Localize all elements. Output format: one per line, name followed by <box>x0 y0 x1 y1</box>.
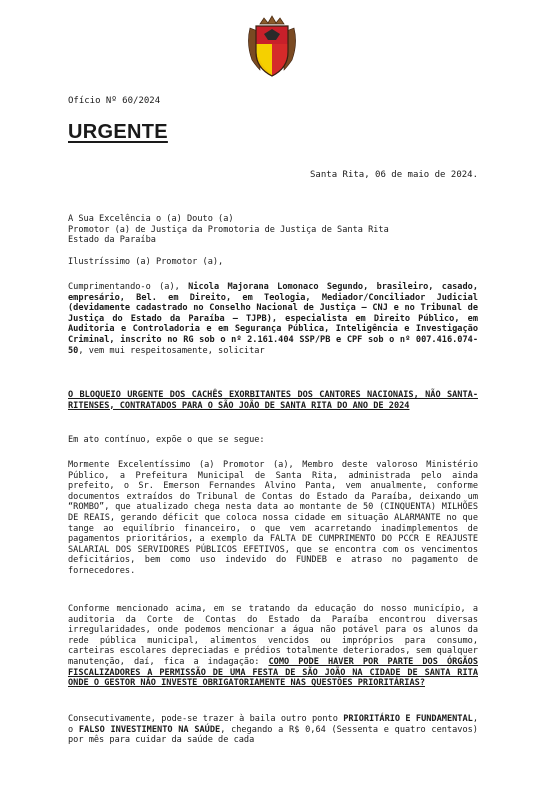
document-date: Santa Rita, 06 de maio de 2024. <box>310 170 478 180</box>
coat-of-arms-icon <box>246 14 298 80</box>
paragraph-text: Conforme mencionado acima, em se tratando da educação do nosso município, a auditoria da Corte de Contas do Estado da Paraíba encontrou diversas irregularidades, onde podemos mencionar a água não potável para os alunos da rede pública municipal, alimentos vencidos ou impróprios para consumo, carteiras escolares depreciadas e prédios totalmente deteriorados, sem qualquer manutenção, daí, fica a indagação: <box>68 604 478 667</box>
addressee-block <box>68 214 478 246</box>
greeting: Ilustríssimo (a) Promotor (a), <box>68 257 224 267</box>
paragraph-text: , o <box>68 714 478 735</box>
paragraph-health <box>68 714 478 746</box>
health-highlight: FALSO INVESTIMENTO NA SAÚDE <box>78 724 221 735</box>
paragraph-text: , chegando a R$ 0,64 (Sessenta e quatro centavos) por mês para cuidar da saúde de cada <box>68 724 478 746</box>
urgent-heading: URGENTE <box>68 121 168 143</box>
addressee-line: Estado da Paraíba <box>68 235 156 246</box>
expoe-line: Em ato contínuo, expõe o que se segue: <box>68 435 265 445</box>
addressee-line: Promotor (a) de Justiça da Promotoria de Justiça de Santa Rita <box>68 224 389 235</box>
intro-text: Cumprimentando-o (a), <box>68 282 189 292</box>
question-highlight: COMO PODE HAVER POR PARTE DOS ÓRGÃOS FISCALIZADORES A PERMISSÃO DE UMA FESTA DE SÃO JOÃO NA CIDADE DE SANTA RITA ONDE O GESTOR NÃO INVESTE OBRIGATORIAMENTE NAS QUESTÕES PRIORITÁRIAS? <box>68 656 478 689</box>
priority-highlight: PRIORITÁRIO E FUNDAMENTAL <box>343 714 473 724</box>
oficio-number: Ofício Nº 60/2024 <box>68 96 161 106</box>
paragraph-text: Consecutivamente, pode-se trazer à baila outro ponto <box>68 714 344 724</box>
paragraph-finances: Mormente Excelentíssimo (a) Promotor (a), Membro deste valoroso Ministério Público, a Prefeitura Municipal de Santa Rita, administrada pelo ainda prefeito, o Sr. Emerson Fernandes Alvino Panta, vem anualmente, conforme documentos extraídos do Tribunal de Contas do Estado da Paraíba, deixando um “ROMBO”, que atualizado chega nesta data ao montante de 50 (CINQUENTA) MILHÕES DE REAIS, gerando déficit que coloca nossa cidade em situação ALARMANTE no que tange ao equilíbrio financeiro, o que vem acarretando inadimplementos de pagamentos prioritários, a exemplo da FALTA DE CUMPRIMENTO DO PCCR E REAJUSTE SALARIAL DOS SERVIDORES PÚBLICOS EFETIVOS, que se encontra com os vencimentos deficitários, bem como uso indevido do FUNDEB e atraso no pagamento de fornecedores. <box>68 460 478 576</box>
subject-heading: O BLOQUEIO URGENTE DOS CACHÊS EXORBITANTES DOS CANTORES NACIONAIS, NÃO SANTA-RITENSES, CONTRATADOS PARA O SÃO JOÃO DE SANTA RITA DO ANO DE 2024 <box>68 390 478 411</box>
paragraph-education <box>68 604 478 689</box>
addressee-line: A Sua Excelência o (a) Douto (a) <box>68 214 234 224</box>
intro-paragraph <box>68 282 478 356</box>
author-qualification: Nicola Majorana Lomonaco Segundo, brasileiro, casado, empresário, Bel. em Direito, em Teologia, Mediador/Conciliador Judicial (devidamente cadastrado no Conselho Nacional de Justiça – CNJ e no Tribunal de Justiça do Estado da Paraíba – TJPB), especialista em Direito Público, em Auditoria e Controladoria e em Segurança Pública, Inteligência e Investigação Criminal, inscrito no RG sob o nº 2.161.404 SSP/PB e CPF sob o nº 007.416.074-50 <box>68 282 479 356</box>
intro-text: , vem mui respeitosamente, solicitar <box>78 345 265 356</box>
